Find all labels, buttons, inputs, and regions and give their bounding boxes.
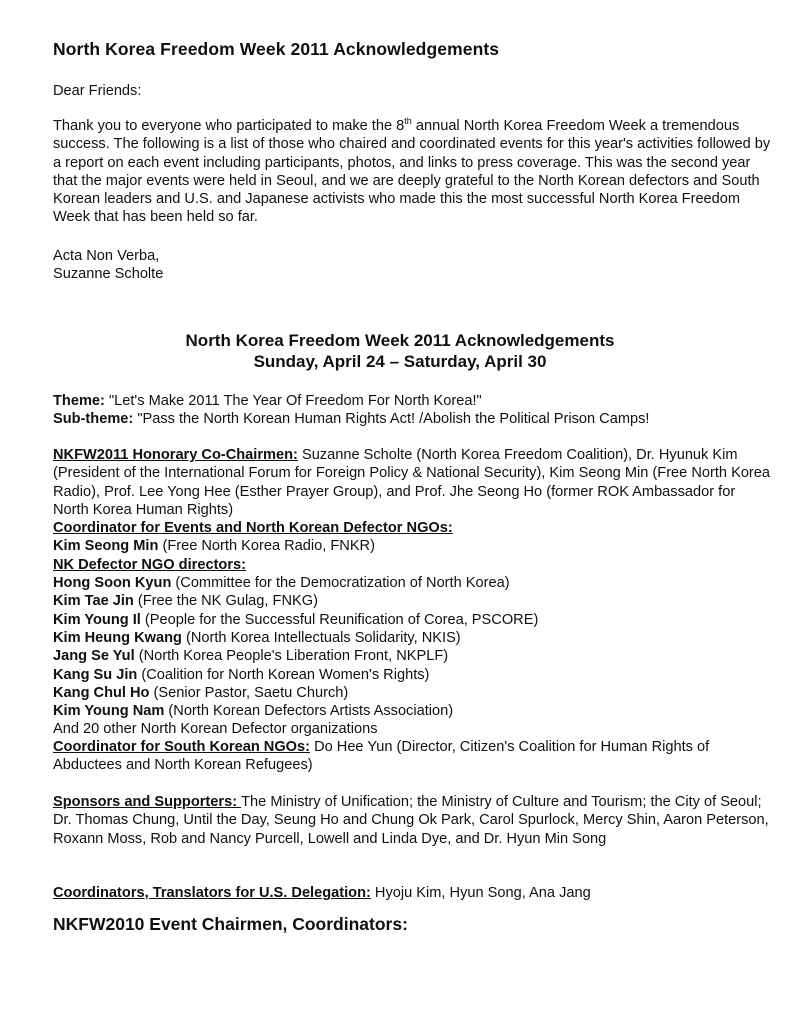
sponsors-paragraph <box>53 793 773 848</box>
cochairmen-block <box>53 446 773 739</box>
translators-paragraph <box>53 884 773 902</box>
director-item: Kim Heung Kwang (North Korea Intellectuals Solidarity, NKIS) <box>53 629 461 646</box>
theme-block <box>53 392 773 429</box>
theme-label: Theme: <box>53 393 105 409</box>
section-header <box>40 330 760 372</box>
letter-body-superscript: th <box>404 116 412 127</box>
letter-body-part2: annual North Korea Freedom Week a tremendous success. The following is a list of those who chaired and coordinated events for this year's activities followed by a report on each event including participants, photos, and links to press coverage. This was the second year that the major events were held in Seoul, and we are deeply grateful to the North Korean defectors and South Korean leaders and U.S. and Japanese activists who made this the most successful North Korea Freedom Week that has been held so far. <box>53 118 771 226</box>
coordinator-events-label: Coordinator for Events and North Korean Defector NGOs: <box>53 520 453 537</box>
director-item: Kim Young Nam (North Korean Defectors Artists Association) <box>53 703 454 720</box>
cochairmen-paragraph <box>53 446 773 519</box>
directors-list <box>53 574 773 720</box>
director-item: Jang Se Yul (North Korea People's Liberation Front, NKPLF) <box>53 648 449 665</box>
subtheme-label: Sub-theme: <box>53 411 134 428</box>
letter-body-part1: Thank you to everyone who participated to make the 8 <box>53 118 405 134</box>
coordinator-events-entry <box>53 537 773 555</box>
theme-value: "Let's Make 2011 The Year Of Freedom For North Korea!" <box>104 393 482 409</box>
director-item: Kim Young Il (People for the Successful Reunification of Corea, PSCORE) <box>53 611 539 628</box>
director-item: Kim Tae Jin (Free the NK Gulag, FNKG) <box>53 593 318 610</box>
sk-coordinator-label: Coordinator for South Korean NGOs: <box>53 739 311 755</box>
event-chairmen-heading: NKFW2010 Event Chairmen, Coordinators: <box>53 914 408 934</box>
signature: Suzanne Scholte <box>53 266 164 282</box>
coordinator-events-name: Kim Seong Min <box>53 538 159 555</box>
section-heading: North Korea Freedom Week 2011 Acknowledgements <box>185 331 615 350</box>
translators-value: Hyoju Kim, Hyun Song, Ana Jang <box>370 885 591 901</box>
sponsors-value: The Ministry of Unification; the Ministry of Culture and Tourism; the City of Seoul; Dr. Thomas Chung, Until the Day, Seung Ho and Chung Ok Park, Carol Spurlock, Mercy Shin, Aaron Peterson, Roxann Moss, Rob and Nancy Purcell, Lowell and Linda Dye, and Dr. Hyun Min Song <box>53 794 769 847</box>
sponsors-label: Sponsors and Supporters: <box>53 794 242 810</box>
letter-body <box>53 117 773 227</box>
salutation: Dear Friends: <box>53 83 142 99</box>
director-item: Kang Su Jin (Coalition for North Korean Women's Rights) <box>53 666 430 683</box>
section-dates: Sunday, April 24 – Saturday, April 30 <box>253 352 547 371</box>
directors-label: NK Defector NGO directors: <box>53 556 246 573</box>
translators-label: Coordinators, Translators for U.S. Delegation: <box>53 885 371 901</box>
sk-coordinator-value: Do Hee Yun (Director, Citizen's Coalition for Human Rights of Abductees and North Korean Refugees) <box>53 739 710 774</box>
cochairmen-label: NKFW2011 Honorary Co-Chairmen: <box>53 447 298 463</box>
subtheme-line <box>53 410 773 428</box>
sk-coordinator-paragraph <box>53 738 773 775</box>
subtheme-value: "Pass the North Korean Human Rights Act! /Abolish the Political Prison Camps! <box>133 411 650 428</box>
directors-footer: And 20 other North Korean Defector organizations <box>53 721 378 738</box>
closing: Acta Non Verba, <box>53 248 160 264</box>
document-title: North Korea Freedom Week 2011 Acknowledgements <box>53 39 500 59</box>
director-item: Hong Soon Kyun (Committee for the Democratization of North Korea) <box>53 575 510 592</box>
cochairmen-value: Suzanne Scholte (North Korea Freedom Coalition), Dr. Hyunuk Kim (President of the International Forum for Foreign Policy & National Security), Kim Seong Min (Free North Korea Radio), Prof. Lee Yong Hee (Esther Prayer Group), and Prof. Jhe Seong Ho (former ROK Ambassador for North Korea Human Rights) <box>53 447 771 518</box>
theme-line <box>53 392 773 410</box>
director-item: Kang Chul Ho (Senior Pastor, Saetu Church) <box>53 684 349 701</box>
coordinator-events-org: (Free North Korea Radio, FNKR) <box>158 538 375 555</box>
